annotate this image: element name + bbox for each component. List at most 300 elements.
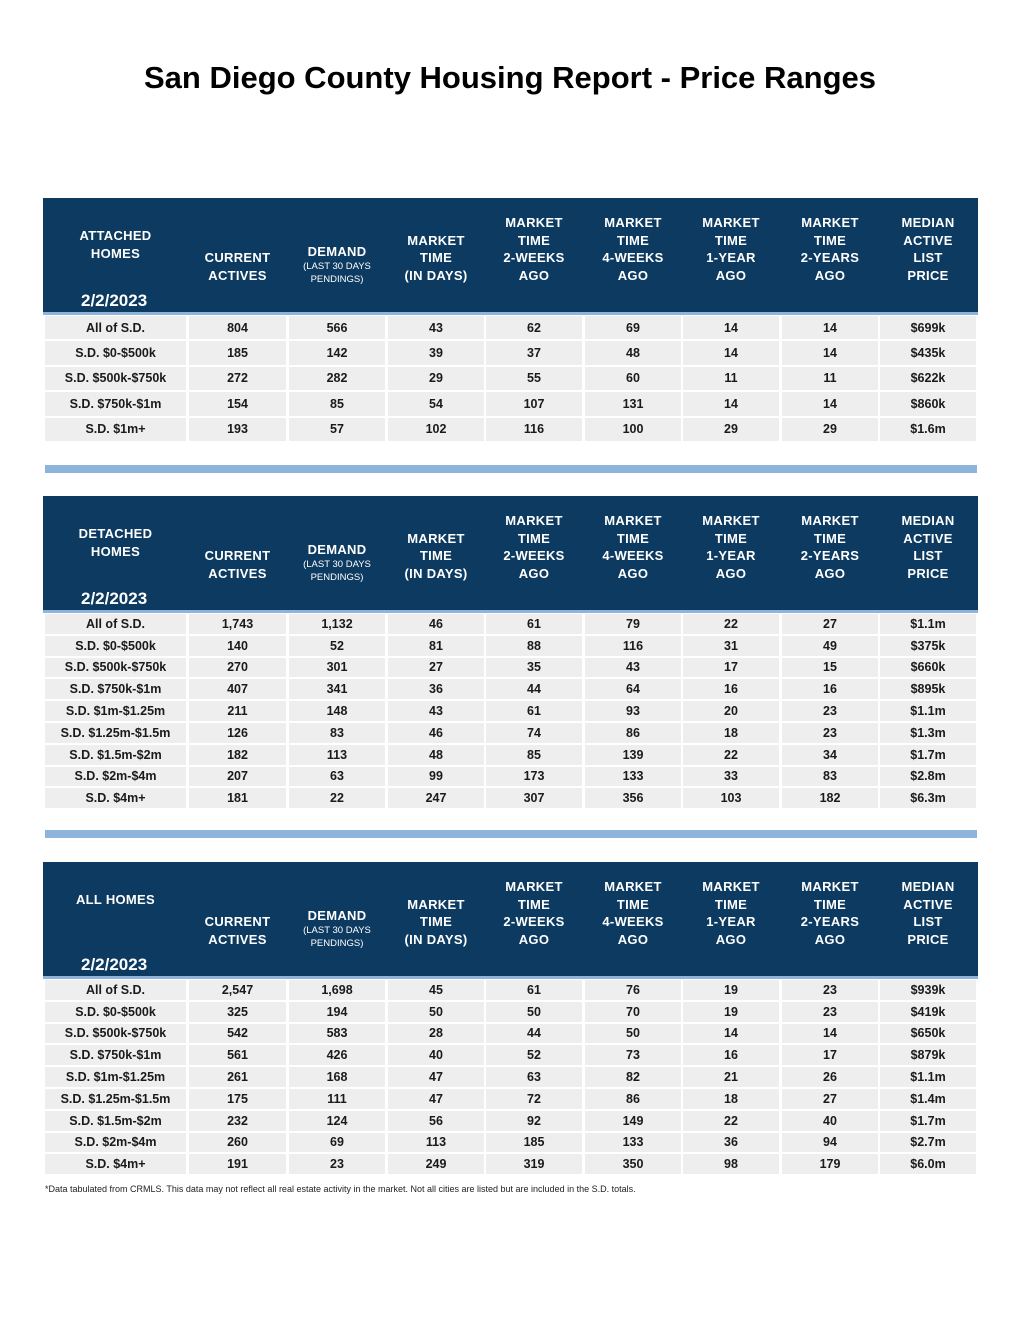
table-row bbox=[43, 1044, 978, 1066]
table-cell: 19 bbox=[683, 1002, 779, 1022]
table-row bbox=[43, 744, 978, 766]
table-cell: 18 bbox=[683, 723, 779, 743]
table-cell: 149 bbox=[585, 1111, 681, 1131]
table-cell: 34 bbox=[782, 745, 878, 765]
column-header-line: MARKET bbox=[604, 215, 662, 230]
table-cell: $1.3m bbox=[880, 723, 976, 743]
column-header-line: MEDIAN bbox=[901, 215, 955, 230]
column-header-line: LIST bbox=[913, 250, 943, 265]
column-header-line: AGO bbox=[814, 565, 846, 581]
row-label: S.D. $1m-$1.25m bbox=[45, 1067, 186, 1087]
table-cell: 83 bbox=[782, 767, 878, 787]
table-cell: 247 bbox=[388, 788, 484, 808]
table-cell: 48 bbox=[388, 745, 484, 765]
column-header-line: AGO bbox=[814, 931, 846, 947]
section-title bbox=[76, 862, 155, 909]
table-row bbox=[43, 700, 978, 722]
table-cell: 40 bbox=[388, 1045, 484, 1065]
table-cell: 73 bbox=[585, 1045, 681, 1065]
section-divider bbox=[45, 830, 977, 838]
column-header-line: TIME bbox=[616, 896, 650, 912]
table-cell: 23 bbox=[782, 980, 878, 1000]
column-header bbox=[289, 496, 385, 610]
table-cell: 43 bbox=[388, 701, 484, 721]
table-cell: 50 bbox=[585, 1024, 681, 1044]
column-header-line: ACTIVE bbox=[903, 530, 953, 546]
column-header-line: MARKET bbox=[604, 879, 662, 894]
column-header-line: MARKET bbox=[505, 513, 563, 528]
row-label: S.D. $500k-$750k bbox=[45, 658, 186, 678]
table-cell: 86 bbox=[585, 1089, 681, 1109]
table-cell: $622k bbox=[880, 367, 976, 390]
detached-homes-table bbox=[43, 496, 978, 809]
table-cell: 261 bbox=[189, 1067, 286, 1087]
table-cell: 583 bbox=[289, 1024, 385, 1044]
table-row bbox=[43, 979, 978, 1001]
table-cell: $1.7m bbox=[880, 1111, 976, 1131]
table-cell: $375k bbox=[880, 636, 976, 656]
column-header-line: 2-YEARS bbox=[800, 914, 860, 929]
table-cell: 44 bbox=[486, 1024, 582, 1044]
report-date: 2/2/2023 bbox=[81, 955, 148, 974]
table-cell: 11 bbox=[782, 367, 878, 390]
column-header-subline: (LAST 30 DAYS bbox=[303, 925, 371, 936]
column-header-line: PRICE bbox=[907, 267, 949, 283]
column-header-line: DEMAND bbox=[307, 243, 367, 259]
all-homes-table bbox=[43, 862, 978, 1175]
column-header-line: TIME bbox=[813, 232, 847, 248]
table-cell: $1.1m bbox=[880, 1067, 976, 1087]
table-row bbox=[43, 1153, 978, 1175]
column-header-line: (IN DAYS) bbox=[404, 565, 468, 581]
table-cell: 22 bbox=[683, 1111, 779, 1131]
table-cell: 82 bbox=[585, 1067, 681, 1087]
column-header-line: AGO bbox=[617, 565, 649, 581]
column-header-line: TIME bbox=[419, 914, 453, 929]
table-cell: 85 bbox=[486, 745, 582, 765]
table-cell: 191 bbox=[189, 1154, 286, 1174]
table-cell: 61 bbox=[486, 701, 582, 721]
table-cell: 139 bbox=[585, 745, 681, 765]
table-cell: 54 bbox=[388, 392, 484, 415]
table-cell: 131 bbox=[585, 392, 681, 415]
table-cell: 26 bbox=[782, 1067, 878, 1087]
table-cell: 27 bbox=[388, 658, 484, 678]
column-header-line: ACTIVES bbox=[208, 931, 267, 947]
table-cell: 542 bbox=[189, 1024, 286, 1044]
column-header-line: PRICE bbox=[907, 565, 949, 581]
row-label: S.D. $4m+ bbox=[45, 788, 186, 808]
row-label: S.D. $750k-$1m bbox=[45, 1045, 186, 1065]
table-cell: 56 bbox=[388, 1111, 484, 1131]
column-header-line: AGO bbox=[715, 565, 747, 581]
column-header bbox=[189, 862, 286, 976]
table-cell: 57 bbox=[289, 418, 385, 441]
column-header bbox=[388, 862, 484, 976]
column-header-line: MARKET bbox=[407, 232, 465, 248]
table-cell: 36 bbox=[388, 679, 484, 699]
table-cell: 20 bbox=[683, 701, 779, 721]
column-header-line: MARKET bbox=[505, 215, 563, 230]
row-label: S.D. $0-$500k bbox=[45, 341, 186, 364]
column-header-line: AGO bbox=[617, 267, 649, 283]
table-cell: 45 bbox=[388, 980, 484, 1000]
column-header-line: MARKET bbox=[702, 879, 760, 894]
table-cell: 185 bbox=[486, 1133, 582, 1153]
row-label: S.D. $1.5m-$2m bbox=[45, 1111, 186, 1131]
table-cell: 19 bbox=[683, 980, 779, 1000]
table-header bbox=[43, 496, 978, 613]
column-header-line: TIME bbox=[813, 896, 847, 912]
table-cell: $419k bbox=[880, 1002, 976, 1022]
column-header-subline: PENDINGS) bbox=[310, 274, 364, 285]
table-row bbox=[43, 635, 978, 657]
table-cell: 76 bbox=[585, 980, 681, 1000]
column-header bbox=[189, 496, 286, 610]
row-label: S.D. $0-$500k bbox=[45, 636, 186, 656]
table-cell: 207 bbox=[189, 767, 286, 787]
column-header-line: ACTIVES bbox=[208, 267, 267, 283]
table-cell: 18 bbox=[683, 1089, 779, 1109]
column-header bbox=[388, 496, 484, 610]
table-cell: 102 bbox=[388, 418, 484, 441]
table-cell: 61 bbox=[486, 980, 582, 1000]
table-cell: 29 bbox=[683, 418, 779, 441]
column-header-line: AGO bbox=[518, 931, 550, 947]
column-header-line: LIST bbox=[913, 548, 943, 563]
column-header bbox=[486, 198, 582, 312]
table-cell: 50 bbox=[486, 1002, 582, 1022]
table-cell: 16 bbox=[683, 679, 779, 699]
column-header bbox=[782, 862, 878, 976]
table-cell: $2.7m bbox=[880, 1133, 976, 1153]
table-cell: 63 bbox=[486, 1067, 582, 1087]
column-header-line: 1-YEAR bbox=[706, 914, 756, 929]
column-header-line: AGO bbox=[518, 267, 550, 283]
column-header-line: TIME bbox=[616, 232, 650, 248]
column-header-line: TIME bbox=[616, 530, 650, 546]
table-cell: $2.8m bbox=[880, 767, 976, 787]
table-row bbox=[43, 678, 978, 700]
table-cell: 107 bbox=[486, 392, 582, 415]
table-cell: 52 bbox=[289, 636, 385, 656]
column-header-subline: PENDINGS) bbox=[310, 572, 364, 583]
table-cell: 301 bbox=[289, 658, 385, 678]
row-label: S.D. $0-$500k bbox=[45, 1002, 186, 1022]
table-cell: 31 bbox=[683, 636, 779, 656]
column-header bbox=[880, 198, 976, 312]
table-cell: 272 bbox=[189, 367, 286, 390]
table-cell: 99 bbox=[388, 767, 484, 787]
column-header-line: AGO bbox=[814, 267, 846, 283]
table-cell: 46 bbox=[388, 614, 484, 634]
table-cell: 113 bbox=[289, 745, 385, 765]
table-cell: 168 bbox=[289, 1067, 385, 1087]
report-date: 2/2/2023 bbox=[81, 291, 148, 310]
table-cell: 116 bbox=[486, 418, 582, 441]
table-cell: 260 bbox=[189, 1133, 286, 1153]
column-header-line: 2-WEEKS bbox=[503, 548, 565, 563]
section-title-line: ATTACHED bbox=[79, 228, 152, 243]
row-label: All of S.D. bbox=[45, 980, 186, 1000]
column-header-line: CURRENT bbox=[204, 250, 271, 265]
table-row bbox=[43, 366, 978, 391]
column-header-line: MARKET bbox=[801, 215, 859, 230]
row-label: S.D. $500k-$750k bbox=[45, 367, 186, 390]
table-cell: 27 bbox=[782, 1089, 878, 1109]
table-row bbox=[43, 787, 978, 809]
table-cell: 356 bbox=[585, 788, 681, 808]
table-cell: 111 bbox=[289, 1089, 385, 1109]
column-header-line: (IN DAYS) bbox=[404, 931, 468, 947]
column-header-line: MARKET bbox=[505, 879, 563, 894]
column-header-line: 4-WEEKS bbox=[602, 250, 664, 265]
row-label: S.D. $2m-$4m bbox=[45, 767, 186, 787]
table-cell: 249 bbox=[388, 1154, 484, 1174]
table-cell: 407 bbox=[189, 679, 286, 699]
table-cell: $1.4m bbox=[880, 1089, 976, 1109]
column-header bbox=[289, 862, 385, 976]
table-cell: $860k bbox=[880, 392, 976, 415]
table-cell: 350 bbox=[585, 1154, 681, 1174]
column-header-line: MARKET bbox=[407, 896, 465, 912]
table-cell: 211 bbox=[189, 701, 286, 721]
column-header-line: AGO bbox=[617, 931, 649, 947]
row-label: S.D. $1m-$1.25m bbox=[45, 701, 186, 721]
section-title-line: ALL HOMES bbox=[75, 892, 156, 907]
column-header-line: LIST bbox=[913, 914, 943, 929]
table-cell: 17 bbox=[782, 1045, 878, 1065]
column-header-line: MARKET bbox=[604, 513, 662, 528]
column-header bbox=[585, 496, 681, 610]
table-cell: 86 bbox=[585, 723, 681, 743]
section-title-line: HOMES bbox=[90, 246, 141, 261]
column-header bbox=[486, 862, 582, 976]
column-header-line: TIME bbox=[714, 232, 748, 248]
column-header-line: 2-YEARS bbox=[800, 250, 860, 265]
table-cell: 804 bbox=[189, 316, 286, 339]
table-cell: 566 bbox=[289, 316, 385, 339]
table-cell: 16 bbox=[782, 679, 878, 699]
table-cell: $1.7m bbox=[880, 745, 976, 765]
table-cell: 43 bbox=[388, 316, 484, 339]
table-cell: 33 bbox=[683, 767, 779, 787]
table-row bbox=[43, 1023, 978, 1045]
row-label: S.D. $2m-$4m bbox=[45, 1133, 186, 1153]
table-cell: 43 bbox=[585, 658, 681, 678]
table-cell: 92 bbox=[486, 1111, 582, 1131]
table-cell: 175 bbox=[189, 1089, 286, 1109]
table-cell: 49 bbox=[782, 636, 878, 656]
table-cell: 561 bbox=[189, 1045, 286, 1065]
table-cell: $1.6m bbox=[880, 418, 976, 441]
column-header-line: MEDIAN bbox=[901, 513, 955, 528]
column-header-line: DEMAND bbox=[307, 907, 367, 923]
table-row bbox=[43, 1110, 978, 1132]
table-row bbox=[43, 1088, 978, 1110]
column-header-line: AGO bbox=[715, 931, 747, 947]
column-header bbox=[683, 862, 779, 976]
table-cell: 2,547 bbox=[189, 980, 286, 1000]
table-row bbox=[43, 391, 978, 416]
section-title bbox=[80, 198, 152, 263]
table-cell: 113 bbox=[388, 1133, 484, 1153]
table-cell: 72 bbox=[486, 1089, 582, 1109]
table-cell: 282 bbox=[289, 367, 385, 390]
column-header bbox=[585, 198, 681, 312]
table-cell: 50 bbox=[388, 1002, 484, 1022]
column-header bbox=[486, 496, 582, 610]
table-cell: 179 bbox=[782, 1154, 878, 1174]
table-cell: 140 bbox=[189, 636, 286, 656]
column-header-line: (IN DAYS) bbox=[404, 267, 468, 283]
table-cell: 185 bbox=[189, 341, 286, 364]
table-cell: 182 bbox=[189, 745, 286, 765]
column-header-line: MARKET bbox=[801, 513, 859, 528]
table-cell: 319 bbox=[486, 1154, 582, 1174]
table-cell: 341 bbox=[289, 679, 385, 699]
column-header-line: CURRENT bbox=[204, 548, 271, 563]
table-cell: 116 bbox=[585, 636, 681, 656]
table-row bbox=[43, 722, 978, 744]
column-header bbox=[683, 496, 779, 610]
table-cell: $6.3m bbox=[880, 788, 976, 808]
table-cell: 133 bbox=[585, 767, 681, 787]
table-row bbox=[43, 1001, 978, 1023]
column-header-line: TIME bbox=[714, 530, 748, 546]
table-cell: 1,132 bbox=[289, 614, 385, 634]
table-cell: 193 bbox=[189, 418, 286, 441]
table-cell: 23 bbox=[782, 723, 878, 743]
table-cell: 307 bbox=[486, 788, 582, 808]
report-date: 2/2/2023 bbox=[81, 589, 148, 608]
table-cell: 85 bbox=[289, 392, 385, 415]
column-header bbox=[782, 496, 878, 610]
column-header-line: 2-WEEKS bbox=[503, 914, 565, 929]
table-cell: 14 bbox=[782, 1024, 878, 1044]
table-cell: 23 bbox=[782, 1002, 878, 1022]
table-cell: 48 bbox=[585, 341, 681, 364]
table-cell: $699k bbox=[880, 316, 976, 339]
table-cell: 173 bbox=[486, 767, 582, 787]
column-header-line: ACTIVE bbox=[903, 232, 953, 248]
table-cell: 270 bbox=[189, 658, 286, 678]
footnote: *Data tabulated from CRMLS. This data may not reflect all real estate activity in the market. Not all cities are listed but are included in the S.D. totals. bbox=[45, 1184, 636, 1194]
table-cell: 100 bbox=[585, 418, 681, 441]
row-label: S.D. $500k-$750k bbox=[45, 1024, 186, 1044]
table-cell: 124 bbox=[289, 1111, 385, 1131]
table-cell: $660k bbox=[880, 658, 976, 678]
column-header bbox=[585, 862, 681, 976]
table-cell: 11 bbox=[683, 367, 779, 390]
column-header-line: TIME bbox=[419, 250, 453, 265]
column-header-line: PRICE bbox=[907, 931, 949, 947]
table-cell: 61 bbox=[486, 614, 582, 634]
column-header-line: TIME bbox=[517, 896, 551, 912]
table-cell: 47 bbox=[388, 1089, 484, 1109]
table-cell: $1.1m bbox=[880, 614, 976, 634]
table-cell: 126 bbox=[189, 723, 286, 743]
table-cell: $650k bbox=[880, 1024, 976, 1044]
table-cell: 23 bbox=[289, 1154, 385, 1174]
table-cell: 94 bbox=[782, 1133, 878, 1153]
table-cell: 40 bbox=[782, 1111, 878, 1131]
table-row bbox=[43, 766, 978, 788]
column-header-line: MARKET bbox=[702, 215, 760, 230]
table-cell: 69 bbox=[289, 1133, 385, 1153]
table-cell: 55 bbox=[486, 367, 582, 390]
table-row bbox=[43, 315, 978, 340]
table-cell: 17 bbox=[683, 658, 779, 678]
table-cell: 22 bbox=[289, 788, 385, 808]
table-cell: 93 bbox=[585, 701, 681, 721]
column-header-subline: (LAST 30 DAYS bbox=[303, 261, 371, 272]
table-cell: 148 bbox=[289, 701, 385, 721]
table-cell: 194 bbox=[289, 1002, 385, 1022]
column-header-subline: (LAST 30 DAYS bbox=[303, 559, 371, 570]
table-cell: $895k bbox=[880, 679, 976, 699]
page-title: San Diego County Housing Report - Price Ranges bbox=[143, 60, 877, 95]
table-cell: 60 bbox=[585, 367, 681, 390]
column-header-line: 1-YEAR bbox=[706, 548, 756, 563]
table-row bbox=[43, 340, 978, 365]
column-header-line: 2-WEEKS bbox=[503, 250, 565, 265]
table-cell: 37 bbox=[486, 341, 582, 364]
table-cell: 70 bbox=[585, 1002, 681, 1022]
table-header bbox=[43, 198, 978, 315]
section-title-line: DETACHED bbox=[78, 526, 153, 541]
section-title bbox=[79, 496, 153, 561]
table-cell: 81 bbox=[388, 636, 484, 656]
column-header bbox=[880, 496, 976, 610]
table-cell: 14 bbox=[782, 392, 878, 415]
table-cell: 181 bbox=[189, 788, 286, 808]
table-cell: 232 bbox=[189, 1111, 286, 1131]
table-cell: 16 bbox=[683, 1045, 779, 1065]
row-label: S.D. $4m+ bbox=[45, 1154, 186, 1174]
column-header-line: TIME bbox=[517, 530, 551, 546]
column-header-line: 4-WEEKS bbox=[602, 548, 664, 563]
table-cell: 62 bbox=[486, 316, 582, 339]
column-header bbox=[880, 862, 976, 976]
table-cell: 28 bbox=[388, 1024, 484, 1044]
table-row bbox=[43, 1066, 978, 1088]
column-header bbox=[289, 198, 385, 312]
table-row bbox=[43, 613, 978, 635]
table-cell: 23 bbox=[782, 701, 878, 721]
row-label: S.D. $1.5m-$2m bbox=[45, 745, 186, 765]
table-cell: 47 bbox=[388, 1067, 484, 1087]
table-cell: 14 bbox=[782, 341, 878, 364]
column-header-line: ACTIVE bbox=[903, 896, 953, 912]
column-header bbox=[683, 198, 779, 312]
row-label: S.D. $1m+ bbox=[45, 418, 186, 441]
table-cell: 14 bbox=[683, 341, 779, 364]
row-label: S.D. $750k-$1m bbox=[45, 679, 186, 699]
column-header-line: 1-YEAR bbox=[706, 250, 756, 265]
table-cell: 14 bbox=[683, 1024, 779, 1044]
table-cell: 63 bbox=[289, 767, 385, 787]
column-header-line: MARKET bbox=[801, 879, 859, 894]
table-cell: 142 bbox=[289, 341, 385, 364]
column-header-line: DEMAND bbox=[307, 541, 367, 557]
table-cell: 21 bbox=[683, 1067, 779, 1087]
row-label: All of S.D. bbox=[45, 614, 186, 634]
column-header-line: MARKET bbox=[407, 530, 465, 546]
table-cell: 36 bbox=[683, 1133, 779, 1153]
table-cell: 14 bbox=[683, 316, 779, 339]
column-header-subline: PENDINGS) bbox=[310, 938, 364, 949]
